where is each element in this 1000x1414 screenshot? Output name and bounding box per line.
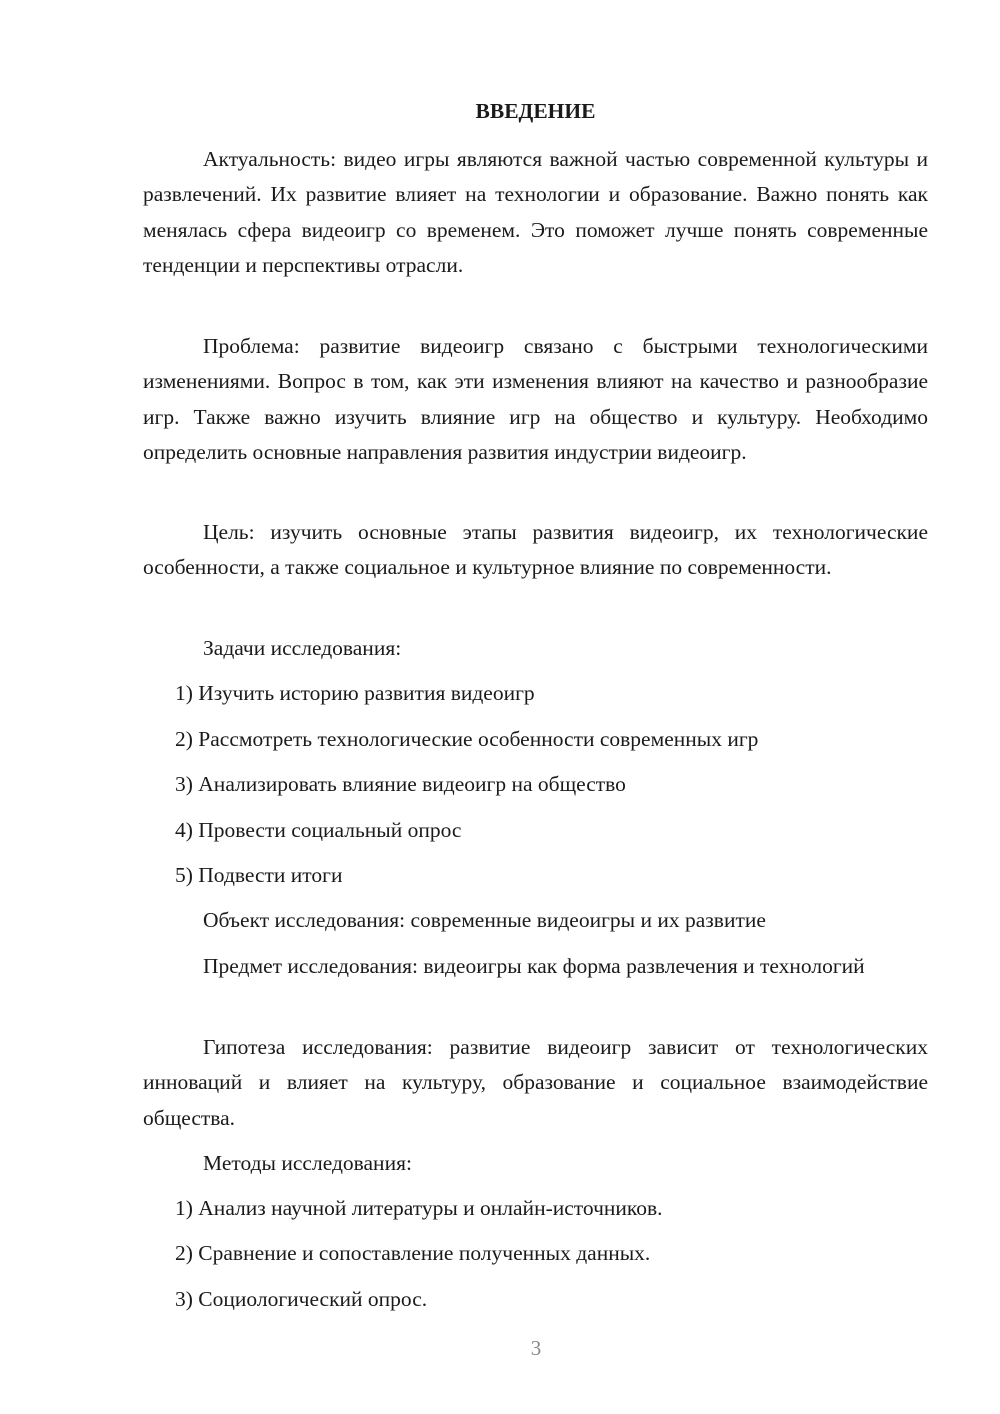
page-number: 3 bbox=[530, 1336, 542, 1360]
method-item: 2) Сравнение и сопоставление полученных данных. bbox=[175, 1241, 651, 1265]
task-item: 5) Подвести итоги bbox=[175, 863, 343, 887]
goal-paragraph: Цель: изучить основные этапы развития видеоигр, их технологические особенности, а также социальное и культурное влияние по современности. bbox=[143, 520, 928, 580]
problem-paragraph: Проблема: развитие видеоигр связано с быстрыми технологическими изменениями. Вопрос в том, как эти изменения влияют на качество и разнообразие игр. Также важно изучить влияние игр на общество и культуру. Необходимо определить основные направления развития индустрии видеоигр. bbox=[143, 334, 928, 464]
task-item: 4) Провести социальный опрос bbox=[175, 818, 462, 842]
task-item: 2) Рассмотреть технологические особенности современных игр bbox=[175, 727, 759, 751]
task-item: 3) Анализировать влияние видеоигр на общество bbox=[175, 772, 626, 796]
subject-paragraph: Предмет исследования: видеоигры как форма развлечения и технологий bbox=[203, 954, 865, 978]
tasks-heading: Задачи исследования: bbox=[203, 636, 402, 660]
relevance-paragraph: Актуальность: видео игры являются важной частью современной культуры и развлечений. Их развитие влияет на технологии и образование. Важно понять как менялась сфера видеоигр со временем. Это поможет лучше понять современные тенденции и перспективы отрасли. bbox=[143, 147, 928, 277]
methods-heading: Методы исследования: bbox=[203, 1151, 412, 1175]
hypothesis-paragraph: Гипотеза исследования: развитие видеоигр зависит от технологических инноваций и влияет на культуру, образование и социальное взаимодействие общества. bbox=[143, 1035, 928, 1130]
task-item: 1) Изучить историю развития видеоигр bbox=[175, 681, 535, 705]
method-item: 1) Анализ научной литературы и онлайн-источников. bbox=[175, 1196, 663, 1220]
object-line: Объект исследования: современные видеоигры и их развитие bbox=[203, 908, 766, 932]
method-item: 3) Социологический опрос. bbox=[175, 1287, 428, 1311]
section-title: ВВЕДЕНИЕ bbox=[475, 99, 596, 123]
